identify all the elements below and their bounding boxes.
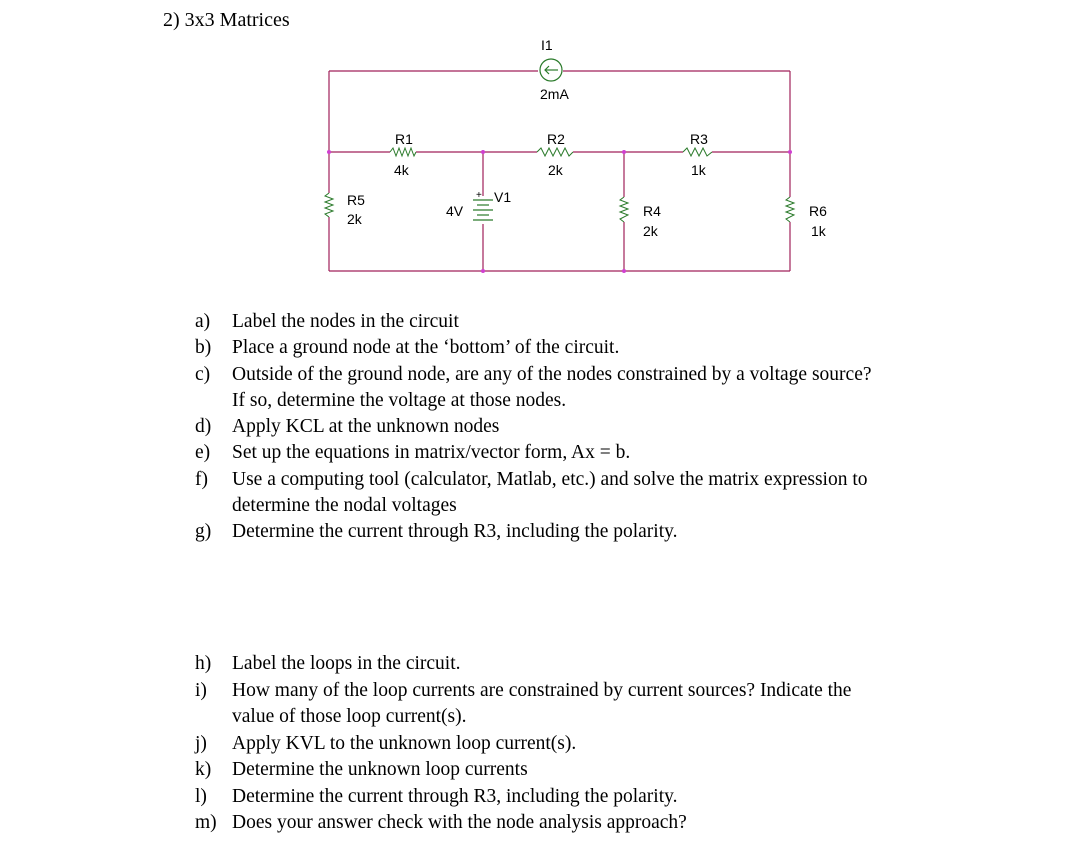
r6-name-label: R6 xyxy=(809,203,827,219)
node-dot-v1-top xyxy=(481,150,485,154)
question-text: Determine the current through R3, including the polarity. xyxy=(232,521,678,542)
i1-value-label: 2mA xyxy=(540,86,569,102)
question-label: f) xyxy=(195,469,208,490)
question-label: e) xyxy=(195,442,211,463)
question-text: Does your answer check with the node analysis approach? xyxy=(232,812,687,833)
node-dot-r4-top xyxy=(622,150,626,154)
r1-resistor-symbol xyxy=(390,148,416,156)
question-label: d) xyxy=(195,416,212,437)
question-text-continued: value of those loop current(s). xyxy=(232,706,467,727)
question-text: Apply KVL to the unknown loop current(s). xyxy=(232,733,577,754)
node-dot-left xyxy=(327,150,331,154)
question-text: Determine the current through R3, including the polarity. xyxy=(232,786,678,807)
r5-value-label: 2k xyxy=(347,211,362,227)
question-text: Apply KCL at the unknown nodes xyxy=(232,416,500,437)
question-text: Determine the unknown loop currents xyxy=(232,759,528,780)
question-label: g) xyxy=(195,521,212,542)
question-label: i) xyxy=(195,680,207,701)
r1-name-label: R1 xyxy=(395,131,413,147)
voltage-source-symbol xyxy=(473,200,493,220)
r1-value-label: 4k xyxy=(394,162,409,178)
v1-name-label: V1 xyxy=(494,189,512,205)
svg-text:+: + xyxy=(476,190,482,201)
question-text: Label the nodes in the circuit xyxy=(232,311,459,332)
r4-name-label: R4 xyxy=(643,203,661,219)
question-text: Place a ground node at the ‘bottom’ of the circuit. xyxy=(232,337,620,358)
current-source-symbol xyxy=(540,59,562,81)
question-text: Set up the equations in matrix/vector form, Ax = b. xyxy=(232,442,631,463)
question-text: Use a computing tool (calculator, Matlab, etc.) and solve the matrix expression to xyxy=(232,469,868,490)
node-dot-r4-bottom xyxy=(622,269,626,273)
question-text-continued: determine the nodal voltages xyxy=(232,495,457,516)
r3-value-label: 1k xyxy=(691,162,706,178)
question-text: Outside of the ground node, are any of the nodes constrained by a voltage source? xyxy=(232,364,872,385)
question-label: m) xyxy=(195,812,217,833)
r3-resistor-symbol xyxy=(683,148,712,156)
r6-resistor-symbol xyxy=(786,197,794,222)
r5-resistor-symbol xyxy=(325,193,333,217)
question-label: a) xyxy=(195,311,211,332)
problem-heading: 2) 3x3 Matrices xyxy=(163,9,290,31)
question-text-continued: If so, determine the voltage at those nodes. xyxy=(232,390,567,411)
v1-value-label: 4V xyxy=(446,203,464,219)
r2-resistor-symbol xyxy=(537,148,573,156)
question-label: h) xyxy=(195,653,212,674)
question-label: c) xyxy=(195,364,211,385)
question-text: How many of the loop currents are constrained by current sources? Indicate the xyxy=(232,680,852,701)
r2-value-label: 2k xyxy=(548,162,563,178)
question-label: k) xyxy=(195,759,212,780)
question-label: b) xyxy=(195,337,212,358)
r5-name-label: R5 xyxy=(347,192,365,208)
r2-name-label: R2 xyxy=(547,131,565,147)
i1-name-label: I1 xyxy=(541,37,553,53)
r4-value-label: 2k xyxy=(643,223,658,239)
circuit-schematic xyxy=(0,0,1087,300)
r4-resistor-symbol xyxy=(620,197,628,222)
r6-value-label: 1k xyxy=(811,223,826,239)
node-dot-v1-bottom xyxy=(481,269,485,273)
node-dot-right xyxy=(788,150,792,154)
question-label: j) xyxy=(195,733,207,754)
question-text: Label the loops in the circuit. xyxy=(232,653,461,674)
r3-name-label: R3 xyxy=(690,131,708,147)
question-label: l) xyxy=(195,786,207,807)
